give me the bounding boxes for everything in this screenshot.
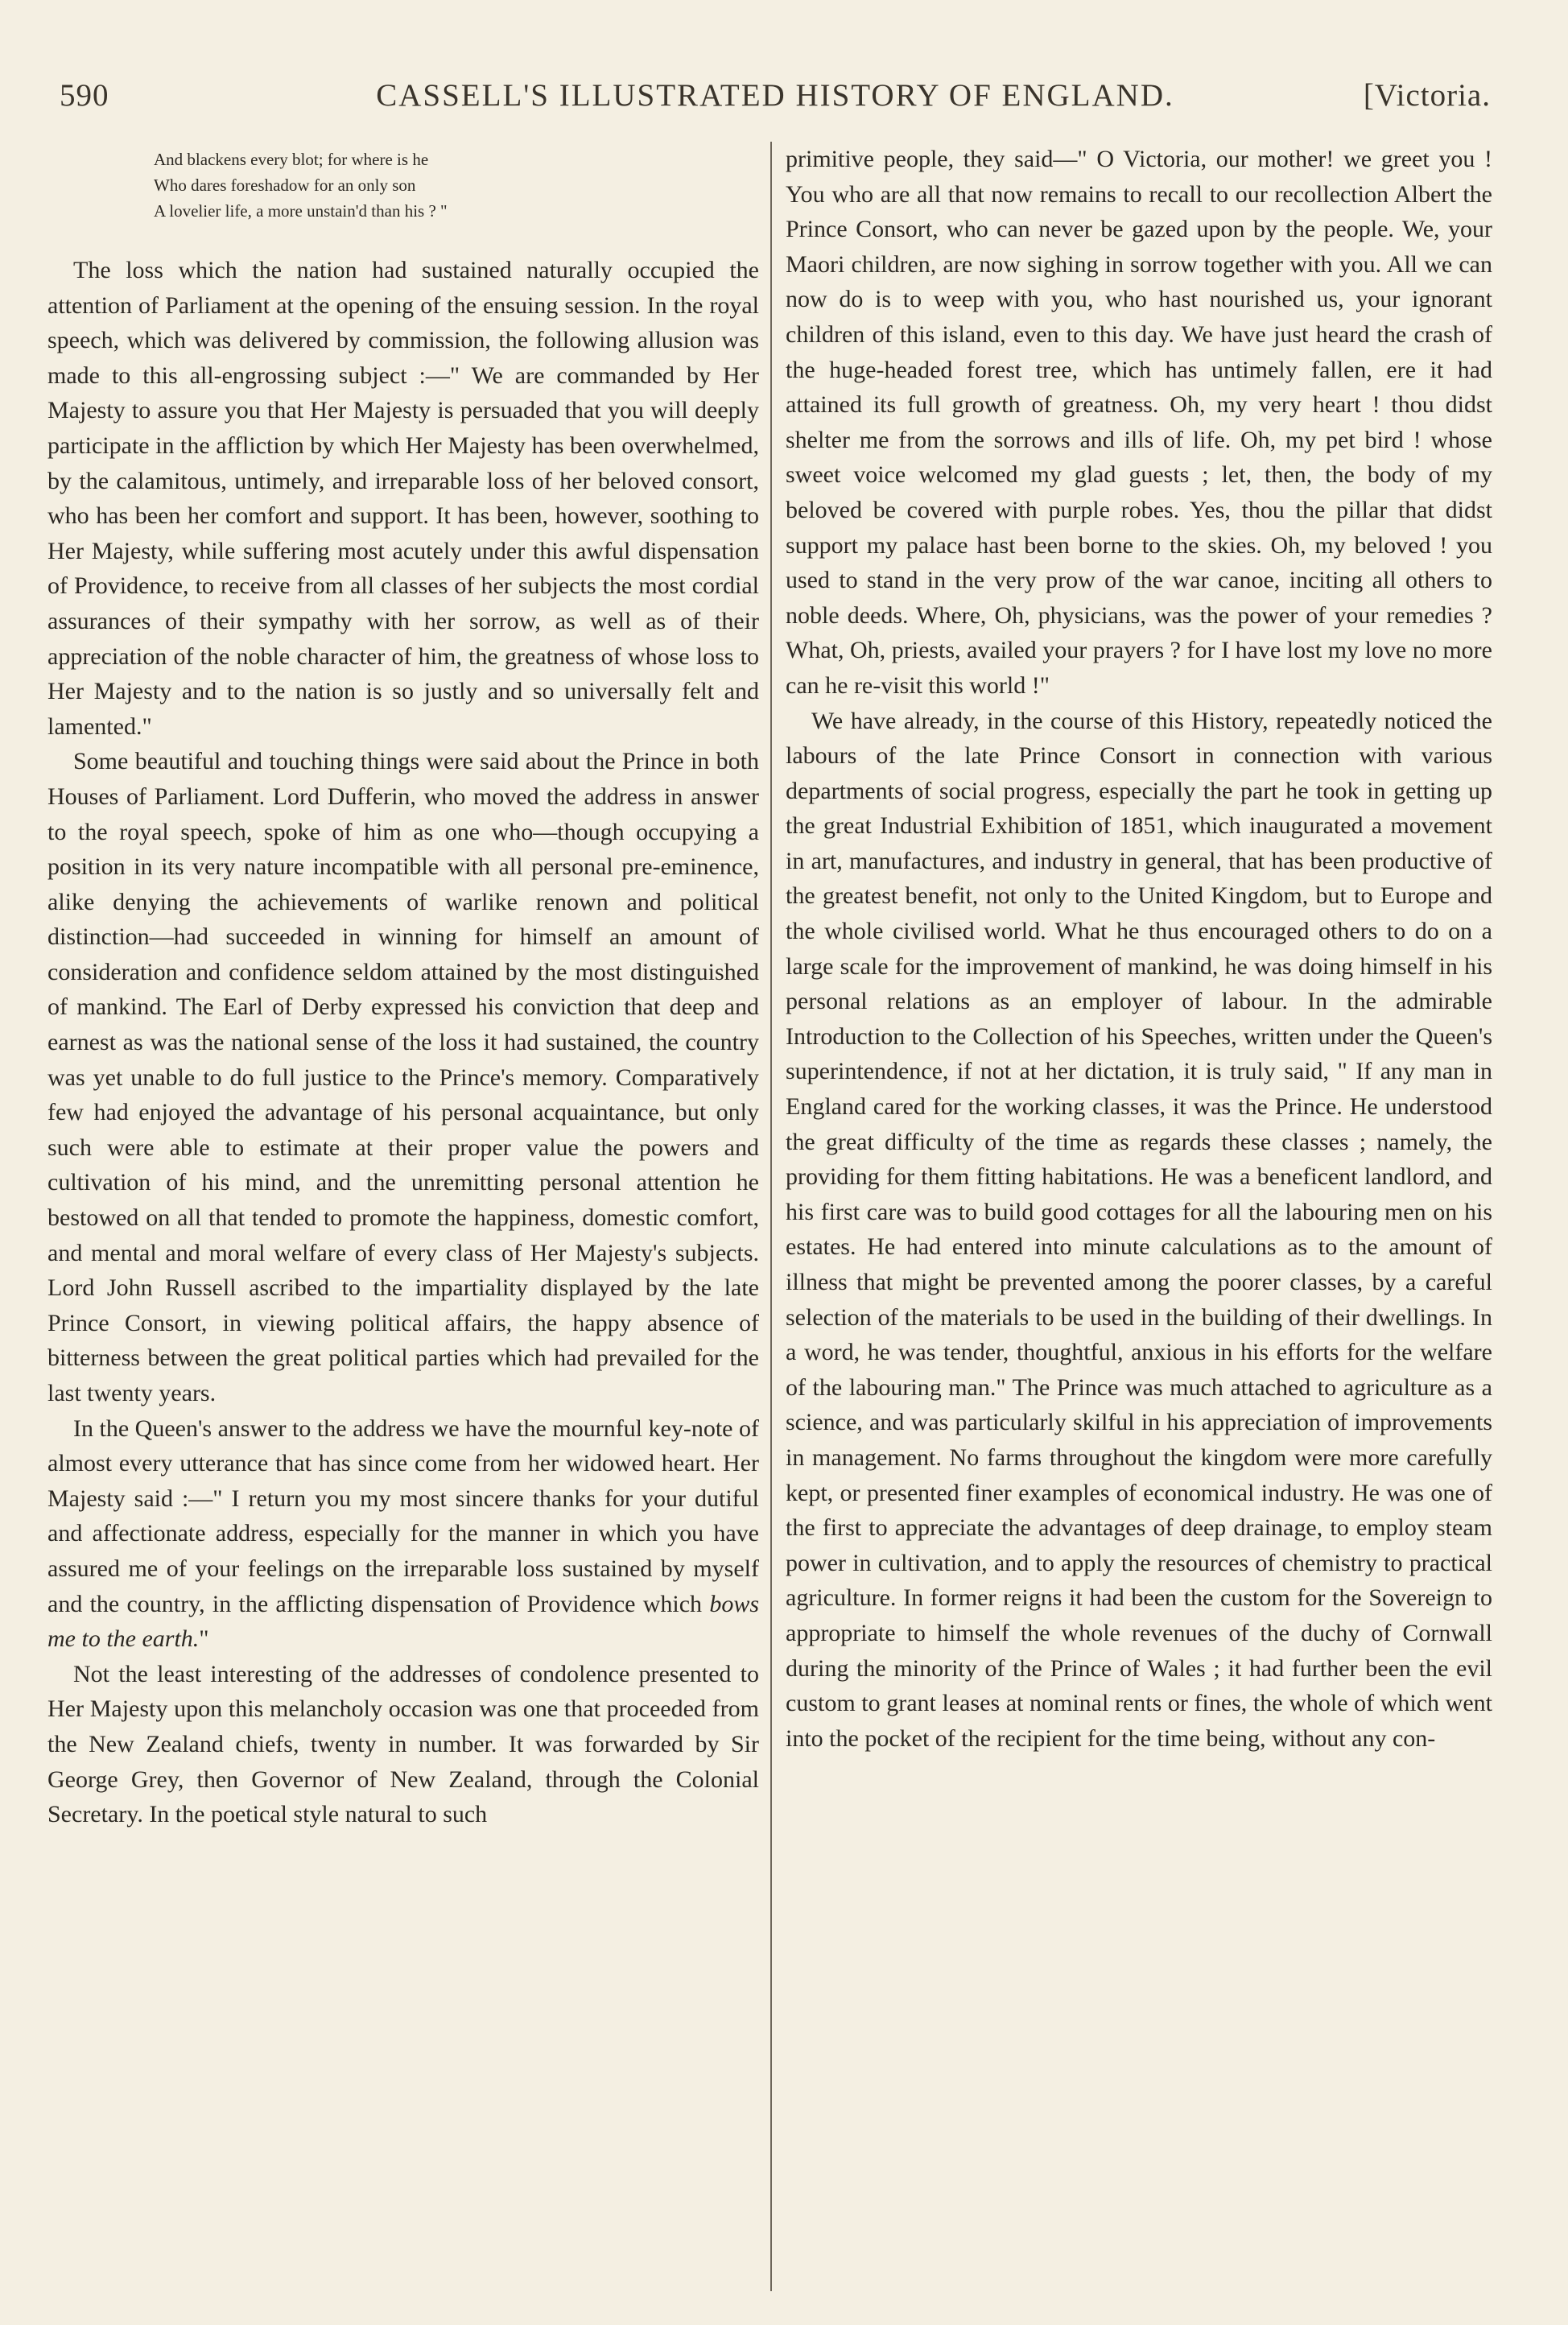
right-column <box>786 142 1492 1756</box>
paragraph: Some beautiful and touching things were said about the Prince in both Houses of Parliament. Lord Dufferin, who moved the address in answer to the royal speech, spoke of him as one who—though occupying a position in its very nature incompatible with all personal pre-eminence, alike denying the achievements of warlike renown and political distinction—had succeeded in winning for himself an amount of consideration and confidence seldom attained by the most distinguished of mankind. The Earl of Derby expressed his conviction that deep and earnest as was the national sense of the loss it had sustained, the country was yet unable to do full justice to the Prince's memory. Comparatively few had enjoyed the advantage of his personal acquaintance, but only such were able to estimate at their proper value the powers and cultivation of his mind, and the unremitting personal attention he bestowed on all that tended to promote the happiness, domestic comfort, and mental and moral welfare of every class of Her Majesty's subjects. Lord John Russell ascribed to the impartiality displayed by the late Prince Consort, in viewing political affairs, the happy absence of bitterness between the great political parties which had prevailed for the last twenty years. <box>47 748 759 1406</box>
paragraph: We have already, in the course of this History, repeatedly noticed the labours of the late Prince Consort in connection with various departments of social progress, especially the part he took in getting up the great Industrial Exhibition of 1851, which inaugurated a movement in art, manufactures, and industry in general, that has been productive of the greatest benefit, not only to the United Kingdom, but to Europe and the whole civilised world. What he thus encouraged others to do on a large scale for the improvement of mankind, he was doing himself in his personal relations as an employer of labour. In the admirable Introduction to the Collection of his Speeches, written under the Queen's superintendence, if not at her dictation, it is truly said, " If any man in England cared for the working classes, it was the Prince. He understood the great difficulty of the time as regards these classes ; namely, the providing for them fitting habitations. He was a beneficent landlord, and his first care was to build good cottages for all the labouring men on his estates. He had entered into minute calculations as to the amount of illness that might be prevented among the poorer classes, by a careful selection of the materials to be used in the building of their dwellings. In a word, he was tender, thoughtful, anxious in his efforts for the welfare of the labouring man." The Prince was much attached to agriculture as a science, and was particularly skilful in his appreciation of improvements in management. No farms throughout the kingdom were more carefully kept, or presented finer examples of economical industry. He was one of the first to appreciate the advantages of deep drainage, to employ steam power in cultivation, and to apply the resources of chemistry to practical agriculture. In former reigns it had been the custom for the Sovereign to appropriate to himself the whole revenues of the duchy of Cornwall during the minority of the Prince of Wales ; it had further been the evil custom to grant leases at nominal rents or fines, the whole of which went into the pocket of the recipient for the time being, without any con- <box>786 707 1492 1752</box>
verse-line: A lovelier life, a more unstain'd than his ? " <box>154 201 448 221</box>
book-title: CASSELL'S ILLUSTRATED HISTORY OF ENGLAND. <box>376 78 1174 113</box>
page-number: 590 <box>60 78 109 113</box>
paragraph <box>47 1411 759 1657</box>
italic-phrase: bows me to the earth. <box>47 1590 759 1653</box>
verse-line: And blackens every blot; for where is he <box>154 150 429 169</box>
running-header <box>60 77 1491 129</box>
section-label: [Victoria. <box>1363 78 1491 113</box>
left-column <box>47 142 759 1832</box>
paragraph: Not the least interesting of the addresses of condolence presented to Her Majesty upon this melancholy occasion was one that proceeded from the New Zealand chiefs, twenty in number. It was forwarded by Sir George Grey, then Governor of New Zealand, through the Colonial Secretary. In the poetical style natural to such <box>47 1660 759 1828</box>
verse-quotation <box>154 147 759 224</box>
paragraph: The loss which the nation had sustained naturally occupied the attention of Parliament at the opening of the ensuing session. In the royal speech, which was delivered by commission, the following allusion was made to this all-engrossing subject :—" We are commanded by Her Majesty to assure you that Her Majesty is persuaded that you will deeply participate in the affliction by which Her Majesty has been overwhelmed, by the calamitous, untimely, and irreparable loss of her beloved consort, who has been her comfort and support. It has been, however, soothing to Her Majesty, while suffering most acutely under this awful dispensation of Providence, to receive from all classes of her subjects the most cordial assurances of their sympathy with her sorrow, as well as of their appreciation of the noble character of him, the greatness of whose loss to Her Majesty and to the nation is so justly and so universally felt and lamented." <box>47 257 759 740</box>
paragraph: primitive people, they said—" O Victoria, our mother! we greet you ! You who are all that now remains to recall to our recollection Albert the Prince Consort, who can never be gazed upon by the people. We, your Maori children, are now sighing in sorrow together with you. All we can now do is to weep with you, who hast nourished us, your ignorant children of this island, even to this day. We have just heard the crash of the huge-headed forest tree, which has untimely fallen, ere it had attained its full growth of greatness. Oh, my very heart ! thou didst shelter me from the sorrows and ills of life. Oh, my pet bird ! whose sweet voice welcomed my glad guests ; let, then, the body of my beloved be covered with purple robes. Yes, thou the pillar that didst support my palace hast been borne to the skies. Oh, my beloved ! you used to stand in the very prow of the war canoe, inciting all others to noble deeds. Where, Oh, physicians, was the power of your remedies ? What, Oh, priests, availed your prayers ? for I have lost my love no more can he re-visit this world !" <box>786 146 1492 699</box>
paragraph-text: In the Queen's answer to the address we have the mournful key-note of almost every utterance that has since come from her widowed heart. Her Majesty said :—" I return you my most sincere thanks for your dutiful and affectionate address, especially for the manner in which you have assured me of your feelings on the irreparable loss sustained by myself and the country, in the afflicting dispensation of Providence which <box>47 1414 759 1617</box>
column-divider <box>770 142 772 2291</box>
verse-line: Who dares foreshadow for an only son <box>154 176 416 195</box>
closing-quote: " <box>199 1625 209 1653</box>
